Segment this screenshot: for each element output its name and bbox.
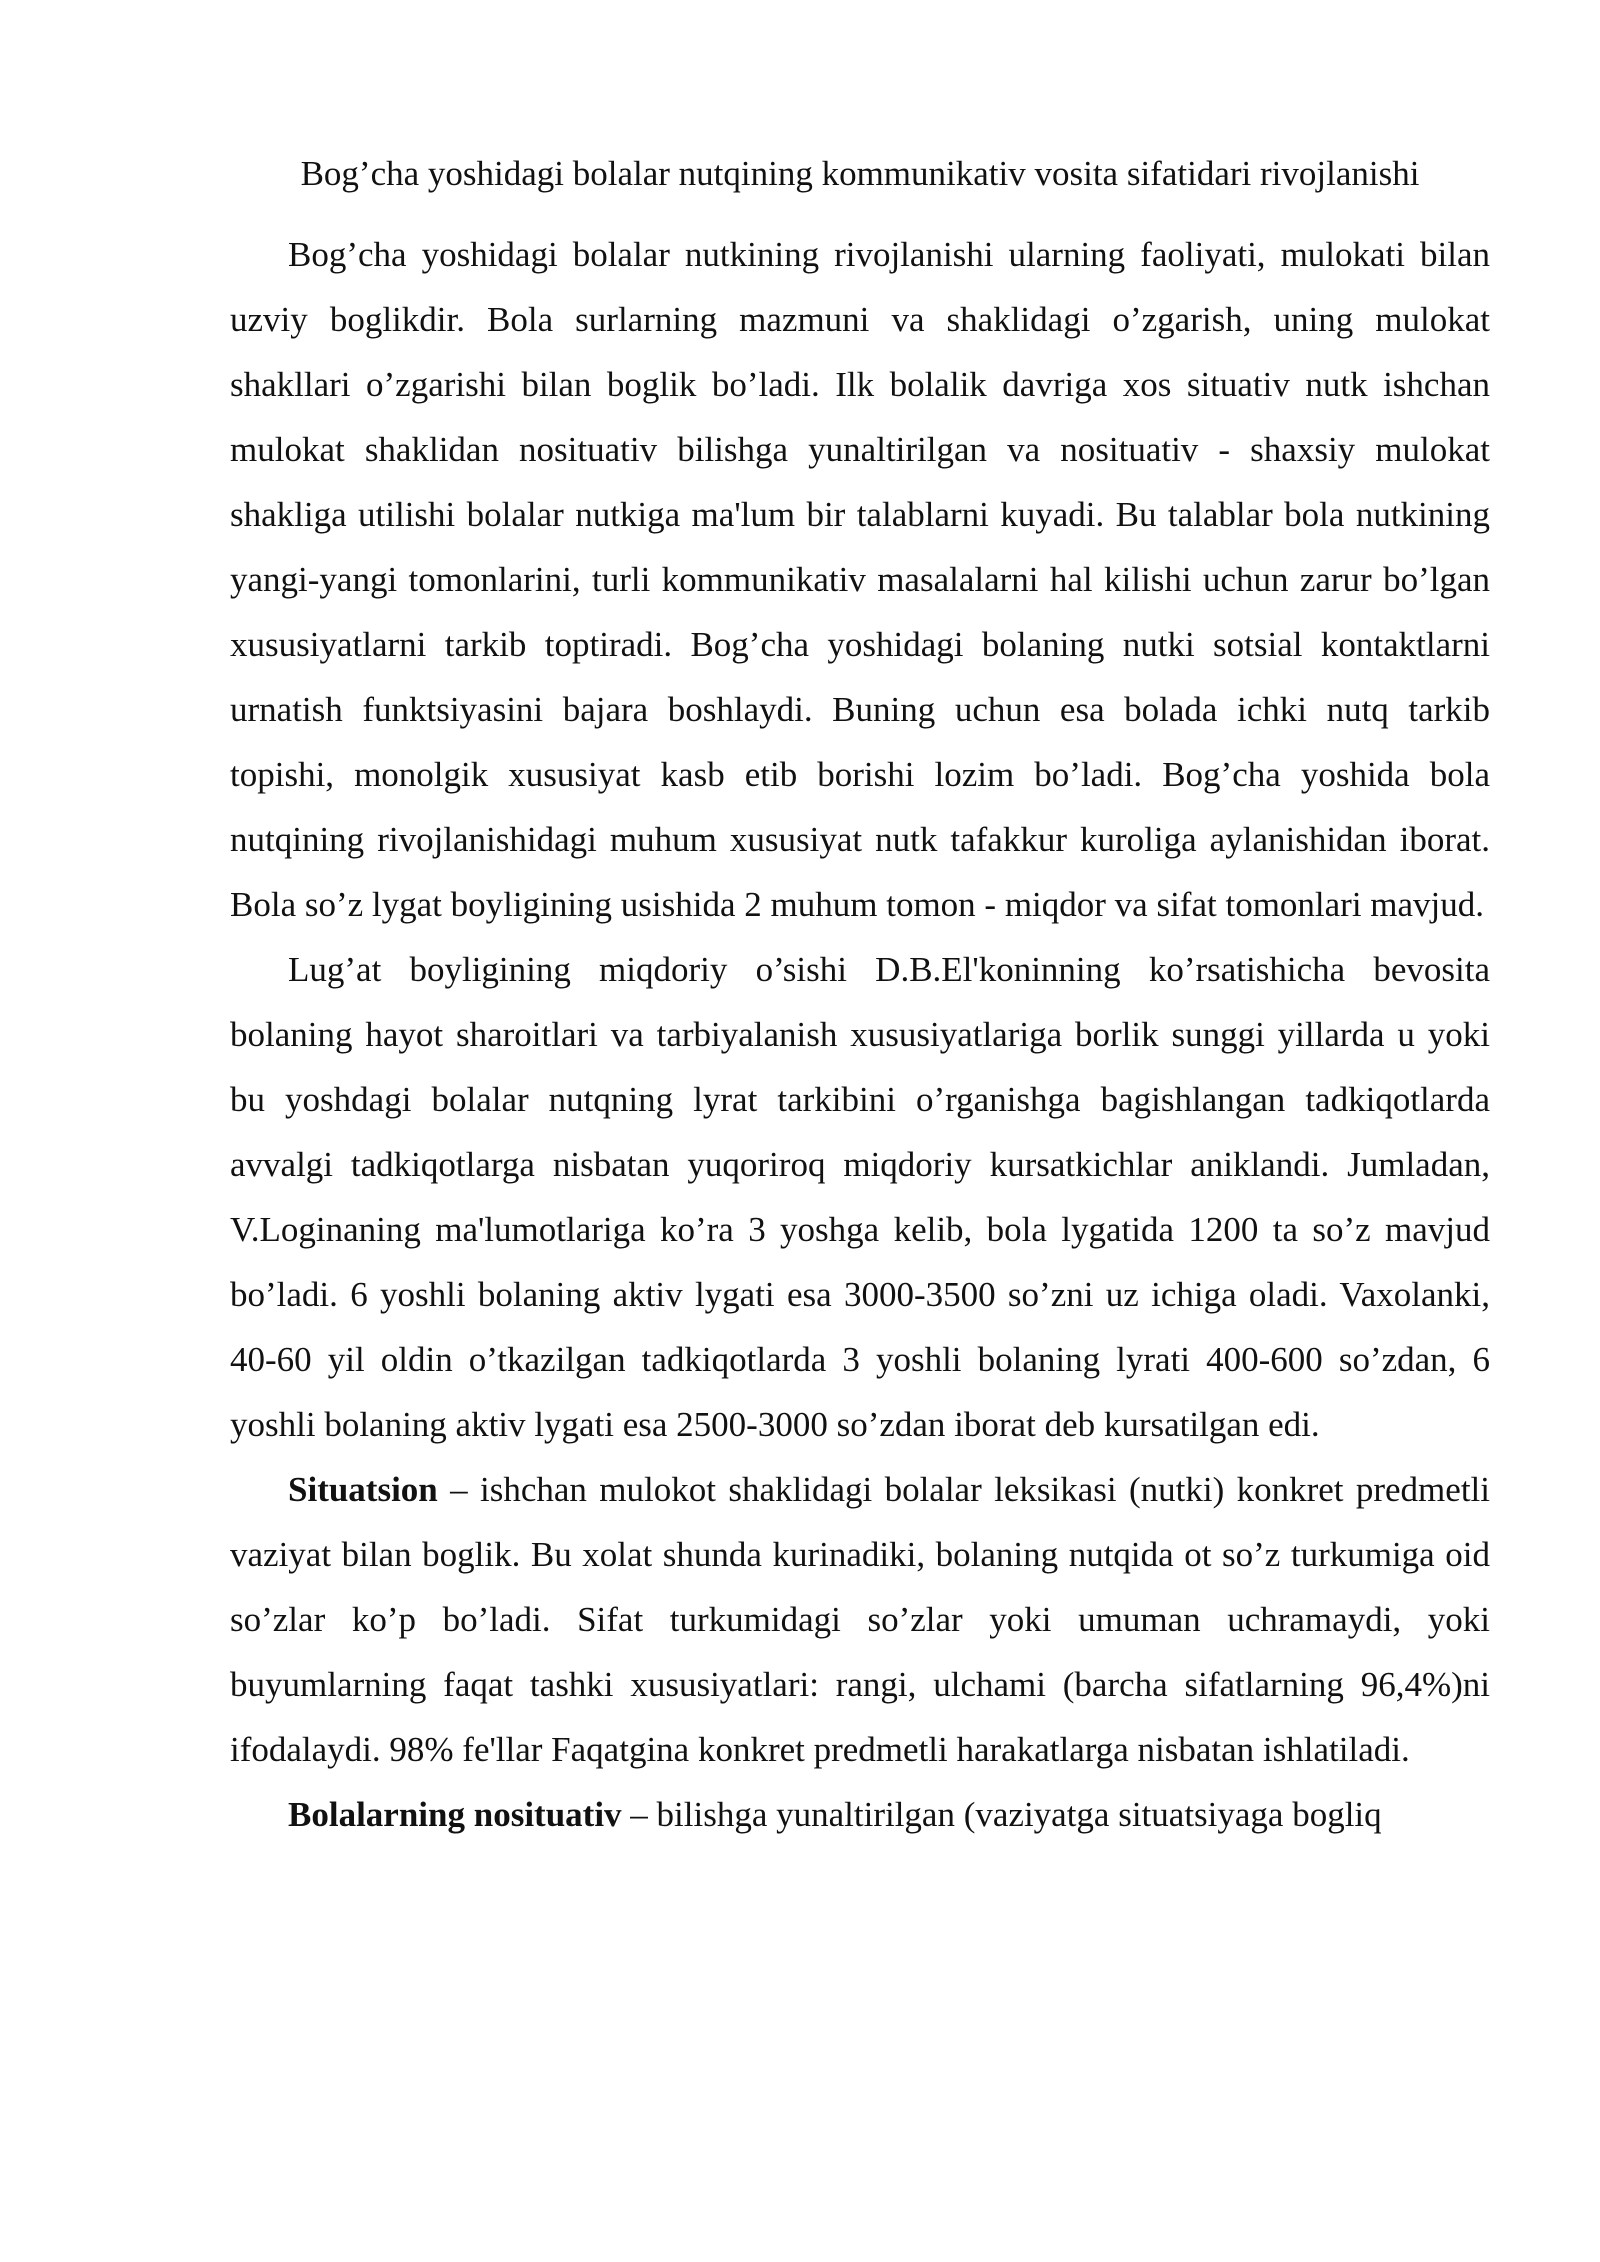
document-title: Bog’cha yoshidagi bolalar nutqining kommunikativ vosita sifatidari rivojlanishi [300,154,1420,193]
paragraph-3-text: – ishchan mulokot shaklidagi bolalar leksikasi (nutki) konkret predmetli vaziyat bilan boglik. Bu xolat shunda kurinadiki, bolaning nutqida ot so’z turkumiga oid so’zlar ko’p bo’ladi. Sifat turkumidagi so’zlar yoki umuman uchramaydi, yoki buyumlarning faqat tashki xususiyatlari: rangi, ulchami (barcha sifatlarning 96,4%)ni ifodalaydi. 98% fe'llar Faqatgina konkret predmetli harakatlarga nisbatan ishlatiladi. [230,1470,1490,1769]
paragraph-1 [230,222,1490,937]
paragraph-4-lead: Bolalarning nosituativ [288,1795,622,1834]
paragraph-3 [230,1457,1490,1782]
document-body [230,150,1490,1847]
paragraph-4 [230,1782,1490,1847]
paragraph-2 [230,937,1490,1457]
paragraph-2-text: Lug’at boyligining miqdoriy o’sishi D.B.El'koninning ko’rsatishicha bevosita bolaning hayot sharoitlari va tarbiyalanish xususiyatlariga borlik sunggi yillarda u yoki bu yoshdagi bolalar nutqning lyrat tarkibini o’rganishga bagishlangan tadkiqotlarda avvalgi tadkiqotlarga nisbatan yuqoriroq miqdoriy kursatkichlar aniklandi. Jumladan, V.Loginaning ma'lumotlariga ko’ra 3 yoshga kelib, bola lygatida 1200 ta so’z mavjud bo’ladi. 6 yoshli bolaning aktiv lygati esa 3000-3500 so’zni uz ichiga oladi. Vaxolanki, 40-60 yil oldin o’tkazilgan tadkiqotlarda 3 yoshli bolaning lyrati 400-600 so’zdan, 6 yoshli bolaning aktiv lygati esa 2500-3000 so’zdan iborat deb kursatilgan edi. [230,950,1490,1444]
paragraph-4-text: – bilishga yunaltirilgan (vaziyatga situatsiyaga bogliq [621,1795,1382,1834]
paragraph-1-text: Bog’cha yoshidagi bolalar nutkining rivojlanishi ularning faoliyati, mulokati bilan uzviy boglikdir. Bola surlarning mazmuni va shaklidagi o’zgarish, uning mulokat shakllari o’zgarishi bilan boglik bo’ladi. Ilk bolalik davriga xos situativ nutk ishchan mulokat shaklidan nosituativ bilishga yunaltirilgan va nosituativ - shaxsiy mulokat shakliga utilishi bolalar nutkiga ma'lum bir talablarni kuyadi. Bu talablar bola nutkining yangi-yangi tomonlarini, turli kommunikativ masalalarni hal kilishi uchun zarur bo’lgan xususiyatlarni tarkib toptiradi. Bog’cha yoshidagi bolaning nutki sotsial kontaktlarni urnatish funktsiyasini bajara boshlaydi. Buning uchun esa bolada ichki nutq tarkib topishi, monolgik xususiyat kasb etib borishi lozim bo’ladi. Bog’cha yoshida bola nutqining rivojlanishidagi muhum xususiyat nutk tafakkur kuroliga aylanishidan iborat. Bola so’z lygat boyligining usishida 2 muhum tomon - miqdor va sifat tomonlari mavjud. [230,235,1490,924]
paragraph-3-lead: Situatsion [288,1470,438,1509]
